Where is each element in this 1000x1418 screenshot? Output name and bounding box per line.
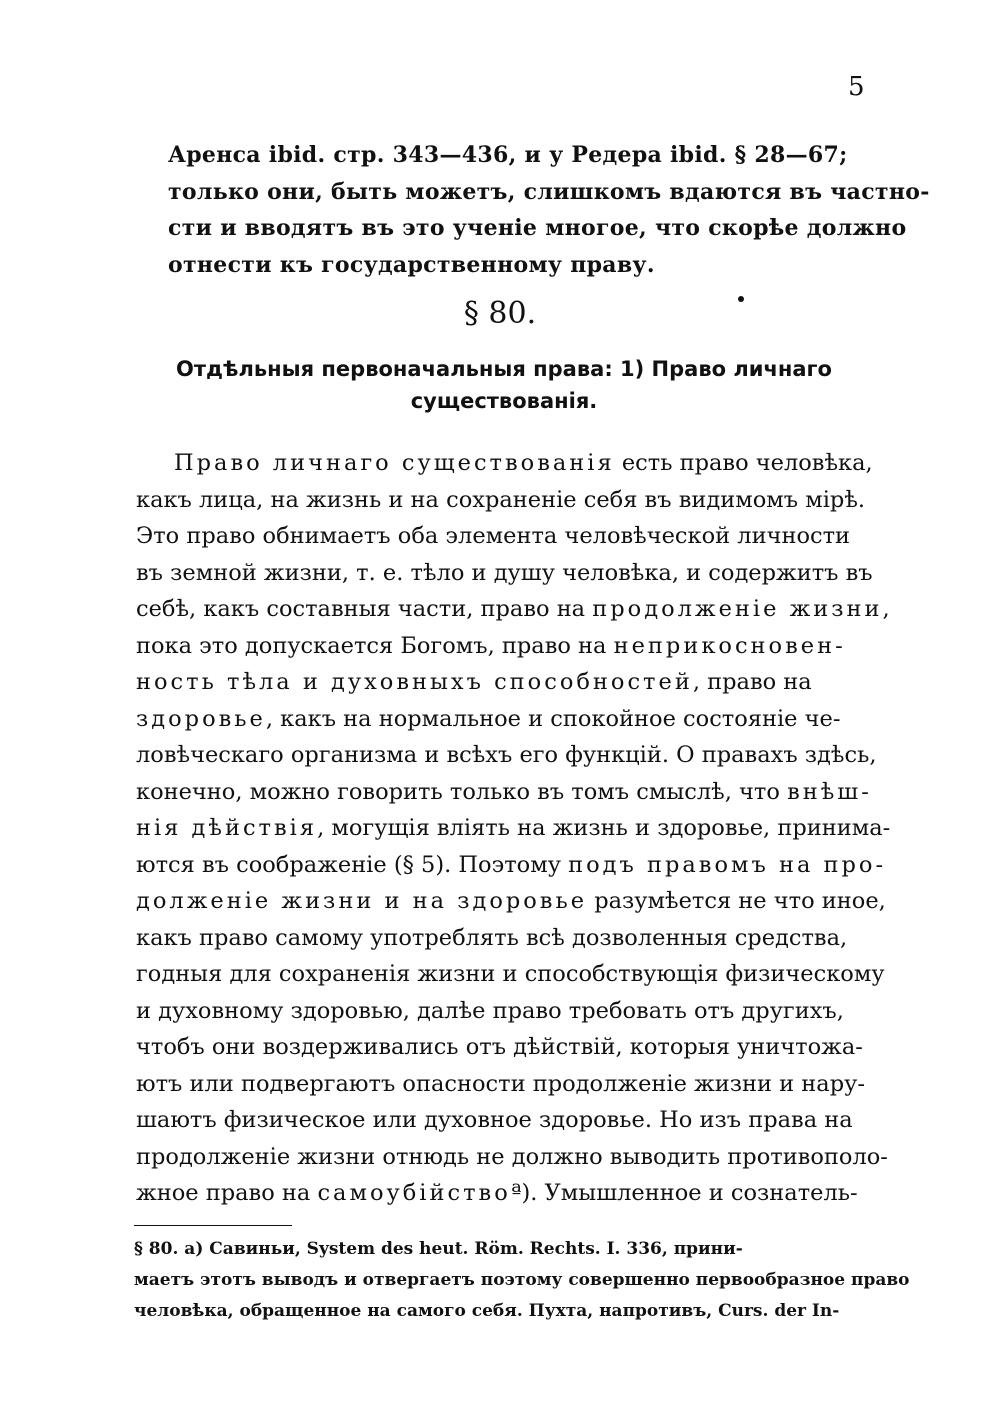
emphasized-text: самоубійство bbox=[317, 1180, 511, 1206]
line-text: годныя для сохраненія жизни и способствующія физическому bbox=[136, 961, 885, 987]
text-line bbox=[136, 701, 868, 738]
text-line bbox=[136, 956, 885, 993]
line-text: , какъ на нормальное и спокойное состояніе че- bbox=[265, 705, 841, 732]
emphasized-text: нія дѣйствія bbox=[136, 815, 318, 841]
text-line bbox=[136, 1029, 868, 1066]
text-line bbox=[136, 737, 877, 774]
section-number: § 80. bbox=[463, 296, 537, 331]
line-text: какъ право самому употреблять всѣ дозволенныя средства, bbox=[136, 924, 848, 951]
line-text: , могущія вліять на жизнь и здоровье, принима- bbox=[317, 815, 891, 841]
text-line bbox=[136, 1102, 868, 1139]
text-line bbox=[136, 1139, 888, 1176]
text-line bbox=[136, 993, 868, 1030]
emphasized-text: ность тѣла и духовныхъ способностей bbox=[136, 669, 693, 695]
line-text: разумѣется не что иное, bbox=[587, 888, 886, 914]
heading-line: Отдѣльныя первоначальныя права: 1) Право личнаго bbox=[176, 357, 832, 381]
footnote-line: человѣка, обращенное на самого себя. Пухта, напротивъ, Curs. der In- bbox=[134, 1301, 840, 1321]
line-text: жное право на bbox=[136, 1180, 318, 1206]
body-paragraph bbox=[136, 445, 891, 1212]
text-line bbox=[136, 774, 872, 811]
line-text: конечно, можно говорить только въ томъ смыслѣ, что bbox=[136, 778, 788, 805]
text-line: Аренса ibid. стр. 343—436, и у Редера ibid. § 28—67; bbox=[168, 142, 848, 168]
footnote-rule bbox=[134, 1225, 292, 1226]
text-line bbox=[136, 810, 891, 847]
text-line: только они, быть можетъ, слишкомъ вдаются въ частно- bbox=[168, 178, 930, 205]
page-number: 5 bbox=[848, 72, 865, 102]
emphasized-text: продолженіе жизни bbox=[592, 596, 883, 622]
footnote-line: маетъ этотъ выводъ и отвергаетъ поэтому совершенно первообразное право bbox=[134, 1270, 910, 1290]
line-text: и духовному здоровью, далѣе право требовать отъ другихъ, bbox=[136, 997, 844, 1024]
text-line bbox=[136, 1066, 868, 1103]
line-text: ютъ или подвергаютъ опасности продолженіе жизни и нару- bbox=[136, 1070, 865, 1097]
line-text: , право на bbox=[692, 669, 812, 695]
text-line bbox=[136, 445, 873, 482]
line-text: ются въ соображеніе (§ 5). Поэтому bbox=[136, 851, 569, 878]
line-text: ª). Умышленное и сознатель- bbox=[510, 1180, 858, 1206]
line-text: себѣ, какъ составныя части, право на bbox=[136, 596, 593, 622]
heading-line: существованія. bbox=[410, 389, 598, 413]
text-line bbox=[136, 920, 868, 957]
text-line bbox=[136, 555, 873, 592]
line-text: въ земной жизни, т. е. тѣло и душу человѣка, и содержитъ въ bbox=[136, 559, 873, 586]
text-line: отнести къ государственному праву. bbox=[168, 251, 655, 278]
text-line bbox=[136, 628, 868, 665]
section-heading bbox=[140, 353, 868, 417]
line-text: ловѣческаго организма и всѣхъ его функцій. О правахъ здѣсь, bbox=[136, 742, 877, 768]
text-line bbox=[136, 518, 868, 555]
line-text: , bbox=[882, 596, 890, 622]
line-text: какъ лица, на жизнь и на сохраненіе себя въ видимомъ мірѣ. bbox=[136, 486, 866, 513]
footnote-line: § 80. а) Савиньи, System des heut. Röm. Rechts. I. 336, прини- bbox=[134, 1239, 743, 1259]
emphasized-text: подъ правомъ на про- bbox=[568, 851, 887, 878]
text-line bbox=[136, 883, 886, 920]
line-text: есть право человѣка, bbox=[614, 450, 873, 476]
line-text: чтобъ они воздерживались отъ дѣйствій, которыя уничтожа- bbox=[136, 1034, 863, 1060]
print-speck bbox=[738, 296, 744, 302]
line-text: шаютъ физическое или духовное здоровье. Но изъ права на bbox=[136, 1107, 853, 1133]
text-line bbox=[136, 664, 868, 701]
text-line bbox=[136, 1175, 868, 1212]
line-text: пока это допускается Богомъ, право на bbox=[136, 632, 614, 659]
line-text: продолженіе жизни отнюдь не должно выводить противополо- bbox=[136, 1143, 888, 1170]
text-line: сти и вводятъ въ это ученіе многое, что скорѣе должно bbox=[168, 215, 907, 241]
continued-paragraph bbox=[168, 140, 930, 286]
emphasized-text: внѣш- bbox=[787, 778, 872, 805]
text-line bbox=[136, 847, 887, 884]
emphasized-text: Право личнаго существованія bbox=[174, 450, 615, 476]
text-line bbox=[136, 591, 890, 628]
emphasized-text: неприкосновен- bbox=[613, 632, 846, 659]
text-line bbox=[136, 482, 868, 519]
emphasized-text: долженіе жизни и на здоровье bbox=[136, 888, 588, 914]
footnote bbox=[134, 1234, 910, 1327]
line-text: Это право обнимаетъ оба элемента человѣческой личности bbox=[136, 523, 851, 549]
emphasized-text: здоровье bbox=[136, 705, 266, 732]
